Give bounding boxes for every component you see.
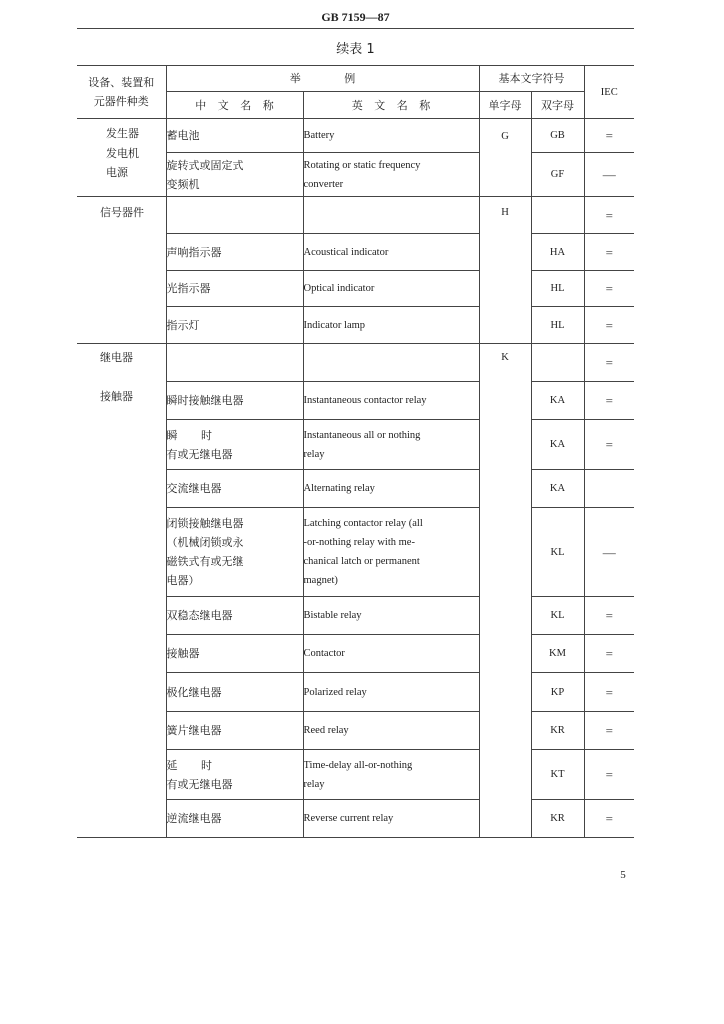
chinese-name-cell [166,234,303,271]
category-line: 发生器 [106,127,139,140]
english-name-cell [303,382,479,420]
english-name-line: Indicator lamp [303,319,366,331]
chinese-name-line: 有或无继电器 [166,777,233,791]
category-line: 发电机 [106,146,139,160]
english-name-cell [303,635,479,673]
chinese-name-cell [166,153,303,197]
english-name-cell [303,712,479,750]
english-name-line: relay [303,778,325,790]
chinese-name-line: 变频机 [166,177,200,191]
iec-cell: — [584,508,634,597]
double-letter-cell: KM [531,635,584,673]
double-letter-cell: HL [531,307,584,344]
header-category-line: 元器件种类 [93,95,149,108]
header-basic-symbol: 基本文字符号 [479,66,584,92]
iec-cell [584,470,634,508]
chinese-name-cell [166,344,303,382]
chinese-name-line: 瞬 时 [166,428,212,442]
table-body [77,119,634,838]
chinese-name-line: 瞬时接触继电器 [166,394,244,407]
chinese-name-cell [166,470,303,508]
english-name-line: Reverse current relay [303,813,394,824]
english-name-line: Latching contactor relay (all [303,518,423,529]
double-letter-cell: GB [531,119,584,153]
english-name-line: -or-nothing relay with me- [303,537,415,548]
chinese-name-cell [166,420,303,470]
chinese-name-line: 延 时 [166,758,212,772]
english-name-cell [303,508,479,597]
english-name-cell [303,234,479,271]
double-letter-cell: HA [531,234,584,271]
english-name-line: chanical latch or permanent [303,556,420,567]
chinese-name-cell [166,197,303,234]
english-name-line: Reed relay [303,725,349,736]
english-name-line: Alternating relay [303,483,375,494]
english-name-line: converter [303,178,344,190]
english-name-line: Optical indicator [303,283,375,294]
iec-cell: = [584,800,634,838]
english-name-cell [303,470,479,508]
header-example-label: 举 例 [289,72,356,85]
double-letter-cell [531,344,584,382]
english-name-cell [303,750,479,800]
chinese-name-cell [166,508,303,597]
chinese-name-line: 逆流继电器 [166,812,222,825]
header-category-line: 设备、装置和 [88,76,155,89]
category-cell [77,119,166,197]
table-row [77,119,634,153]
header-example [166,66,479,92]
english-name-line: Bistable relay [303,610,362,621]
category-line: 接触器 [100,390,133,403]
chinese-name-line: 簧片继电器 [166,724,222,737]
chinese-name-cell [166,635,303,673]
category-line: 电源 [106,166,128,179]
header-chinese-name [166,92,303,119]
iec-cell: = [584,420,634,470]
iec-cell: = [584,197,634,234]
double-letter-cell: GF [531,153,584,197]
chinese-name-cell [166,597,303,635]
english-name-line: Instantaneous all or nothing [303,429,421,441]
chinese-name-cell [166,382,303,420]
table-row [77,344,634,382]
english-name-cell [303,153,479,197]
iec-cell: = [584,382,634,420]
header-row [77,66,634,92]
table-header [77,66,634,119]
chinese-name-line: 闭锁接触继电器 [166,517,244,530]
iec-cell: = [584,234,634,271]
header-double-letter: 双字母 [531,92,584,119]
header-single-letter: 单字母 [479,92,531,119]
iec-cell: = [584,635,634,673]
english-name-line: relay [303,448,325,460]
double-letter-cell: KL [531,597,584,635]
english-name-line: Contactor [303,648,345,659]
english-name-line: Acoustical indicator [303,246,389,258]
chinese-name-line: 双稳态继电器 [166,609,233,622]
chinese-name-line: 光指示器 [166,282,211,295]
chinese-name-cell [166,712,303,750]
chinese-name-line: 磁铁式有或无继 [166,555,244,568]
chinese-name-line: 接触器 [166,647,200,660]
iec-cell: = [584,597,634,635]
english-name-line: magnet) [303,575,338,586]
english-name-cell [303,673,479,712]
chinese-name-line: 交流继电器 [166,482,222,495]
double-letter-cell [531,197,584,234]
iec-cell: = [584,119,634,153]
english-name-line: Battery [303,130,335,141]
chinese-name-line: 声响指示器 [166,245,222,259]
header-english-name-label: 英 文 名 称 [351,98,431,112]
category-cell [77,344,166,838]
header-rule [77,28,634,29]
table-caption: 续表 1 [336,42,375,57]
double-letter-cell: KT [531,750,584,800]
chinese-name-line: 蓄电池 [166,129,200,142]
chinese-name-line: 指示灯 [166,318,200,332]
double-letter-cell: KR [531,712,584,750]
english-name-cell [303,197,479,234]
english-name-line: Polarized relay [303,686,367,698]
iec-cell: = [584,750,634,800]
english-name-cell [303,800,479,838]
spec-table [77,65,634,838]
category-cell [77,197,166,344]
chinese-name-cell [166,119,303,153]
header-iec: IEC [584,66,634,119]
iec-cell: = [584,307,634,344]
single-letter-cell: H [479,197,531,344]
english-name-line: Instantaneous contactor relay [303,395,427,406]
category-line: 继电器 [100,351,133,364]
chinese-name-cell [166,271,303,307]
iec-cell: = [584,673,634,712]
category-line: 信号器件 [100,206,144,219]
single-letter-cell: G [479,119,531,197]
page-number: 5 [620,869,626,881]
iec-cell: — [584,153,634,197]
doc-code: GB 7159—87 [321,10,390,24]
english-name-cell [303,119,479,153]
iec-cell: = [584,344,634,382]
chinese-name-line: 旋转式或固定式 [166,158,244,172]
english-name-line: Rotating or static frequency [303,159,421,171]
chinese-name-line: 有或无继电器 [166,447,233,461]
english-name-cell [303,344,479,382]
double-letter-cell: KP [531,673,584,712]
chinese-name-line: 电器） [166,574,200,587]
english-name-cell [303,420,479,470]
chinese-name-cell [166,673,303,712]
double-letter-cell: KA [531,420,584,470]
double-letter-cell: KL [531,508,584,597]
chinese-name-line: 极化继电器 [166,685,222,699]
single-letter-cell: K [479,344,531,838]
double-letter-cell: KA [531,382,584,420]
english-name-cell [303,307,479,344]
double-letter-cell: KR [531,800,584,838]
double-letter-cell: HL [531,271,584,307]
header-category [77,66,166,119]
double-letter-cell: KA [531,470,584,508]
english-name-cell [303,271,479,307]
header-chinese-name-label: 中 文 名 称 [195,98,274,112]
iec-cell: = [584,712,634,750]
chinese-name-cell [166,750,303,800]
header-english-name [303,92,479,119]
english-name-line: Time-delay all-or-nothing [303,759,413,771]
chinese-name-cell [166,800,303,838]
iec-cell: = [584,271,634,307]
table-row [77,197,634,234]
chinese-name-line: （机械闭锁或永 [166,536,244,549]
chinese-name-cell [166,307,303,344]
english-name-cell [303,597,479,635]
